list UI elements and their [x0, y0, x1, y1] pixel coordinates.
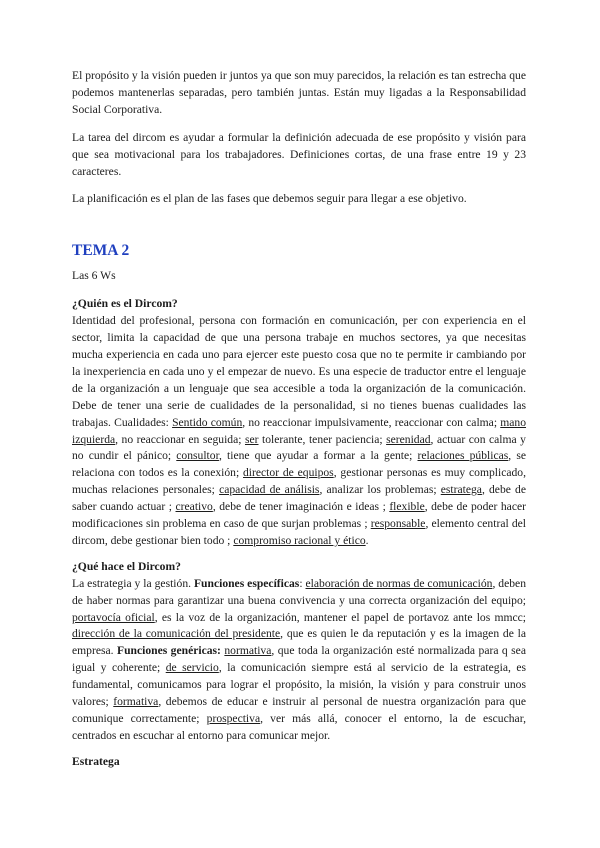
text-run: La estrategia y la gestión.: [72, 576, 194, 590]
quality-term: Sentido común: [172, 415, 243, 429]
function-term: de servicio: [165, 661, 219, 675]
quality-term: consultor: [176, 449, 219, 463]
text-run: , debe de poder hacer modificaciones sin problema en caso de que surjan problemas ;: [72, 500, 526, 531]
quality-term: flexible: [389, 500, 425, 514]
function-term: portavocía oficial: [72, 610, 155, 624]
text-run: tolerante, tener paciencia;: [258, 432, 387, 446]
quality-term: responsable: [370, 517, 426, 531]
functions-label: Funciones genéricas:: [116, 644, 221, 658]
paragraph-que: [72, 576, 526, 745]
function-term: dirección de la comunicación del presidente: [72, 627, 281, 641]
function-term: normativa: [224, 644, 272, 658]
text-run: , tiene que ayudar a formar a la gente;: [218, 449, 418, 463]
text-run: , es la voz de la organización, mantener el papel de portavoz ante los mmcc;: [154, 610, 526, 624]
function-term: prospectiva: [206, 712, 261, 725]
paragraph-purpose-vision: El propósito y la visión pueden ir juntos ya que son muy parecidos, la relación es tan estrecha que podemos mantenerlas separadas, pero también juntas. Están muy ligadas a la Responsabilidad Social Corporativa.: [72, 69, 526, 116]
text-run: , no reaccionar en seguida;: [115, 432, 245, 446]
text-run: , deben de haber normas para garantizar una buena convivencia y una correcta organización del equipo;: [72, 576, 526, 607]
quality-term: creativo: [175, 500, 213, 514]
quality-term: capacidad de análisis: [219, 483, 320, 497]
paragraph-planning: La planificación es el plan de las fases que debemos seguir para llegar a ese objetivo.: [72, 192, 467, 206]
paragraph-dircom-task: La tarea del dircom es ayudar a formular la definición adecuada de ese propósito y visión para que sea motivacional para los trabajadores. Definiciones cortas, de una frase entre 19 y 23 caracteres.: [72, 130, 526, 178]
quality-term: relaciones públicas: [417, 449, 509, 463]
text-run: :: [299, 576, 306, 590]
text-run: , ver más allá, conocer el entorno, la de escuchar, centrados en escuchar al entorno para comunicar mejor.: [72, 712, 526, 742]
text-run: , no reaccionar impulsivamente, reaccionar con calma;: [242, 415, 501, 429]
quality-term: estratega: [440, 483, 482, 497]
function-term: elaboración de normas de comunicación: [305, 576, 493, 590]
heading-quien: ¿Quién es el Dircom?: [72, 297, 178, 311]
quality-term: ser: [244, 432, 259, 446]
functions-label: Funciones específicas: [193, 576, 300, 590]
text-run: , que es quien le da reputación y es la imagen de la empresa.: [72, 627, 526, 658]
text-run: , elemento central del dircom, debe gestionar bien todo ;: [72, 517, 526, 547]
text-run: , analizar los problemas;: [319, 483, 441, 497]
paragraph-quien: [72, 313, 526, 550]
text-run: , debe de tener imaginación e ideas ;: [212, 500, 390, 514]
section-title: TEMA 2: [72, 242, 130, 260]
text-run: , debemos de educar e instruir al personal de nuestra organización para que comunique correctamente;: [72, 695, 526, 725]
heading-que: ¿Qué hace el Dircom?: [72, 559, 181, 573]
quality-term: director de equipos: [243, 466, 334, 480]
text-run: , que toda la organización esté normalizada para q sea igual y coherente;: [72, 644, 526, 675]
text-run: Identidad del profesional, persona con formación en comunicación, per con experiencia en el sector, limita la capacidad de que una persona trabaje en muchos sectores, ya que necesitas mucha experiencia en cada uno para ejercer este puesto cosa que no te permite ir cambiando por la inexperiencia en cada uno y el empezar de nuevo. Es una especie de traductor entre el lenguaje de la organización a un lenguaje que sea accesible a toda la organización de la comunicación. Debe de tener una serie de cualidades de la personalidad, si no tienes buenas cualidades las trabajas. Cualidades:: [72, 314, 526, 429]
quality-term: compromiso racional y ético: [233, 533, 366, 547]
text-run: , debe de saber cuando actuar ;: [72, 483, 526, 514]
function-term: formativa: [113, 695, 159, 709]
quality-term: mano izquierda: [72, 415, 527, 446]
text-run: .: [365, 533, 369, 547]
text-run: , gestionar personas es muy complicado, muchas relaciones personales;: [72, 466, 527, 497]
heading-estratega: Estratega: [72, 754, 120, 768]
section-subtitle: Las 6 Ws: [72, 269, 116, 283]
text-run: , se relaciona con todos es la conexión;: [72, 449, 526, 480]
text-run: , actuar con calma y no cundir el pánico;: [72, 432, 526, 463]
text-run: , la comunicación siempre está al servicio de la estrategia, es fundamental, comunicamos para lograr el propósito, la misión, la visión y para construir unos valores;: [72, 661, 526, 709]
document-body: [72, 68, 526, 771]
quality-term: serenidad: [386, 432, 431, 446]
